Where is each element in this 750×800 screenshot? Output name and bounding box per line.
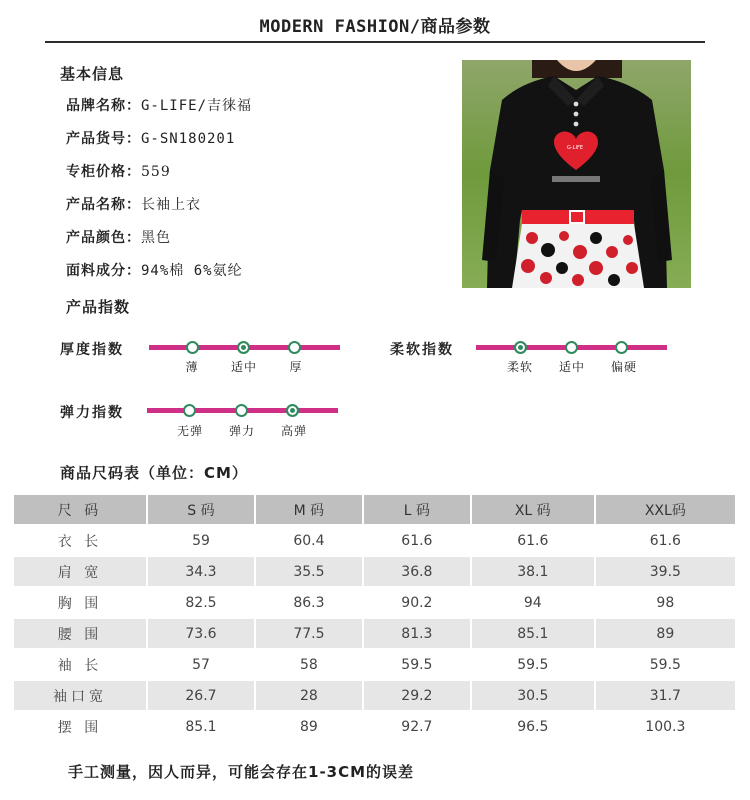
size-cell: 30.5 [472, 681, 594, 710]
size-cell: 77.5 [256, 619, 362, 648]
page-title: MODERN FASHION/商品参数 [259, 17, 491, 37]
thickness-option-label: 薄 [185, 360, 199, 374]
size-cell: 59.5 [596, 650, 735, 679]
size-cell: 94 [472, 588, 594, 617]
info-label: 专柜价格： [66, 164, 141, 180]
elasticity-option-dot [183, 404, 196, 417]
size-header-cell: S 码 [148, 495, 254, 524]
thickness-index-label: 厚度指数 [60, 342, 124, 358]
size-cell: 89 [596, 619, 735, 648]
size-cell: 89 [256, 712, 362, 741]
size-cell: 59.5 [472, 650, 594, 679]
size-cell: 61.6 [364, 526, 470, 555]
elasticity-option-label: 弹力 [228, 424, 255, 438]
size-header-cell: 尺 码 [14, 495, 146, 524]
thickness-option-label: 适中 [230, 360, 257, 374]
table-row [14, 588, 735, 617]
info-row-price [66, 161, 446, 194]
size-cell: 29.2 [364, 681, 470, 710]
size-header-cell: M 码 [256, 495, 362, 524]
size-cell: 59.5 [364, 650, 470, 679]
size-cell: 28 [256, 681, 362, 710]
table-row [14, 557, 735, 586]
info-label: 产品颜色： [66, 230, 141, 246]
table-row [14, 650, 735, 679]
size-cell: 85.1 [148, 712, 254, 741]
info-label: 品牌名称： [66, 98, 141, 114]
softness-option-dot-selected [514, 341, 527, 354]
table-row [14, 619, 735, 648]
size-row-label: 衣 长 [14, 526, 146, 555]
size-cell: 31.7 [596, 681, 735, 710]
size-cell: 85.1 [472, 619, 594, 648]
softness-option-label: 柔软 [506, 360, 533, 374]
size-cell: 38.1 [472, 557, 594, 586]
info-value: G-SN180201 [141, 131, 236, 147]
page-header [0, 0, 750, 42]
info-row-brand [66, 95, 446, 128]
size-cell: 100.3 [596, 712, 735, 741]
info-value: 黑色 [141, 230, 171, 246]
size-cell: 86.3 [256, 588, 362, 617]
size-row-label: 袖口宽 [14, 681, 146, 710]
info-value: 559 [141, 164, 171, 180]
product-photo-illustration [462, 60, 691, 288]
info-row-color [66, 227, 446, 260]
thickness-option-dot-selected [237, 341, 250, 354]
size-cell: 26.7 [148, 681, 254, 710]
size-row-label: 袖 长 [14, 650, 146, 679]
header-divider [45, 41, 705, 43]
size-cell: 73.6 [148, 619, 254, 648]
table-row [14, 681, 735, 710]
thickness-option-dot [288, 341, 301, 354]
size-cell: 57 [148, 650, 254, 679]
thickness-option-dot [186, 341, 199, 354]
size-table [12, 493, 737, 743]
size-cell: 58 [256, 650, 362, 679]
size-cell: 96.5 [472, 712, 594, 741]
size-row-label: 摆 围 [14, 712, 146, 741]
info-value: 94%棉 6%氨纶 [141, 263, 243, 279]
size-cell: 35.5 [256, 557, 362, 586]
info-label: 面料成分： [66, 263, 141, 279]
info-label: 产品名称： [66, 197, 141, 213]
size-header-cell: XXL码 [596, 495, 735, 524]
softness-option-dot [615, 341, 628, 354]
basic-info-list [66, 95, 446, 293]
elasticity-option-dot-selected [286, 404, 299, 417]
size-cell: 61.6 [596, 526, 735, 555]
info-value: 长袖上衣 [141, 197, 201, 213]
size-cell: 39.5 [596, 557, 735, 586]
elasticity-index-label: 弹力指数 [60, 405, 124, 421]
softness-option-label: 适中 [558, 360, 585, 374]
size-cell: 36.8 [364, 557, 470, 586]
size-cell: 98 [596, 588, 735, 617]
table-row [14, 712, 735, 741]
product-photo [462, 60, 691, 288]
size-table-title: 商品尺码表（单位：CM） [60, 464, 248, 482]
size-row-label: 腰 围 [14, 619, 146, 648]
size-cell: 90.2 [364, 588, 470, 617]
info-value: G-LIFE/吉徕福 [141, 98, 253, 114]
softness-option-label: 偏硬 [610, 360, 637, 374]
size-cell: 34.3 [148, 557, 254, 586]
info-row-sku [66, 128, 446, 161]
size-row-label: 胸 围 [14, 588, 146, 617]
elasticity-option-label: 无弹 [176, 424, 203, 438]
table-row [14, 526, 735, 555]
size-cell: 59 [148, 526, 254, 555]
elasticity-option-label: 高弹 [280, 424, 307, 438]
thickness-option-label: 厚 [289, 360, 303, 374]
measurement-note: 手工测量，因人而异，可能会存在1-3CM的误差 [68, 763, 415, 781]
shirt-brand-text: G-LIFE [567, 145, 583, 151]
size-row-label: 肩 宽 [14, 557, 146, 586]
size-table-header-row [14, 495, 735, 524]
info-label: 产品货号： [66, 131, 141, 147]
softness-index-label: 柔软指数 [390, 342, 454, 358]
elasticity-option-dot [235, 404, 248, 417]
size-cell: 61.6 [472, 526, 594, 555]
info-row-fabric [66, 260, 446, 293]
info-row-name [66, 194, 446, 227]
size-cell: 60.4 [256, 526, 362, 555]
softness-option-dot [565, 341, 578, 354]
size-cell: 81.3 [364, 619, 470, 648]
size-cell: 92.7 [364, 712, 470, 741]
basic-info-title: 基本信息 [60, 65, 125, 83]
size-header-cell: XL 码 [472, 495, 594, 524]
indices-title: 产品指数 [66, 298, 131, 316]
size-header-cell: L 码 [364, 495, 470, 524]
size-cell: 82.5 [148, 588, 254, 617]
